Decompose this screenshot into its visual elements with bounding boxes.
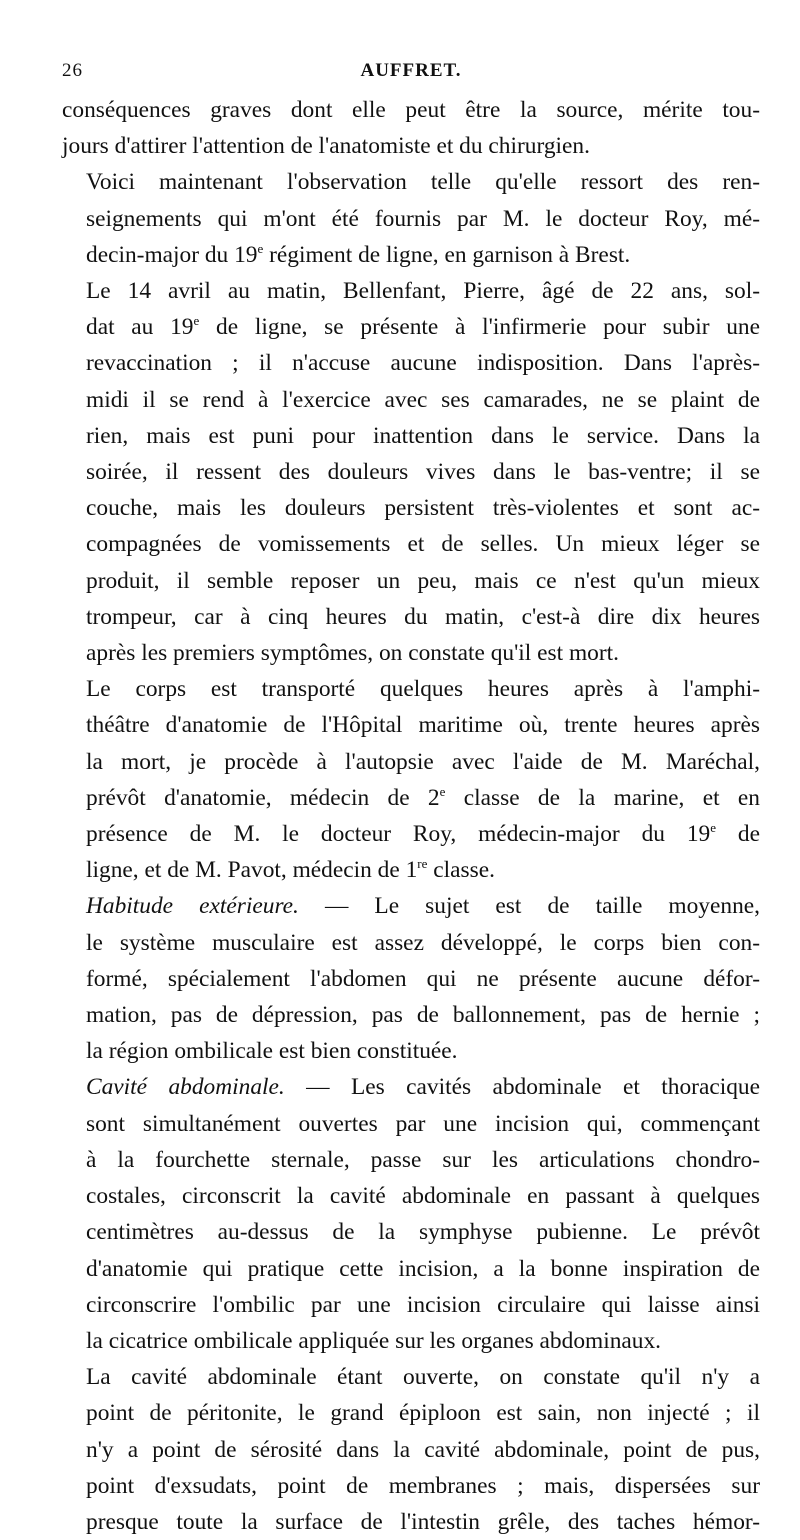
text-line: n'y a point de sérosité dans la cavité abdominale, point de pus,	[86, 1436, 760, 1463]
paragraph	[62, 1069, 760, 1359]
text-line: la région ombilicale est bien constituée.	[86, 1038, 458, 1065]
text-line: presque toute la surface de l'intestin grêle, des taches hémor-	[86, 1508, 760, 1535]
text-line: conséquences graves dont elle peut être la source, mérite tou-	[62, 97, 760, 123]
running-title: AUFFRET.	[360, 60, 462, 81]
text-line: Habitude extérieure. — Le sujet est de taille moyenne,	[86, 893, 761, 920]
text-line: d'anatomie qui pratique cette incision, a la bonne inspiration de	[86, 1255, 760, 1282]
text-line: rien, mais est puni pour inattention dans le service. Dans la	[86, 422, 760, 449]
text-line: circonscrire l'ombilic par une incision circulaire qui laisse ainsi	[86, 1291, 760, 1318]
text-line: le système musculaire est assez développé, le corps bien con-	[86, 929, 760, 956]
text-line: point d'exsudats, point de membranes ; mais, dispersées sur	[86, 1472, 760, 1499]
text-line: costales, circonscrit la cavité abdominale en passant à quelques	[86, 1183, 760, 1210]
text-line: la cicatrice ombilicale appliquée sur les organes abdominaux.	[86, 1327, 662, 1354]
paragraph	[62, 92, 760, 164]
text-line: La cavité abdominale étant ouverte, on constate qu'il n'y a	[86, 1364, 760, 1391]
text-line: soirée, il ressent des douleurs vives dans le bas-ventre; il se	[86, 459, 760, 486]
text-line: la mort, je procède à l'autopsie avec l'aide de M. Maréchal,	[86, 748, 760, 775]
text-line: ligne, et de M. Pavot, médecin de 1re classe.	[86, 856, 495, 884]
text-line: point de péritonite, le grand épiploon est sain, non injecté ; il	[86, 1400, 760, 1427]
text-line: Cavité abdominale. — Les cavités abdominale et thoracique	[86, 1074, 761, 1101]
text-line: Le corps est transporté quelques heures après à l'amphi-	[86, 676, 760, 703]
text-line: présence de M. le docteur Roy, médecin-major du 19e de	[86, 820, 760, 848]
text-line: midi il se rend à l'exercice avec ses camarades, ne se plaint de	[86, 386, 760, 413]
text-line: à la fourchette sternale, passe sur les articulations chondro-	[86, 1146, 760, 1173]
text-line: formé, spécialement l'abdomen qui ne présente aucune défor-	[86, 965, 760, 992]
text-line: centimètres au-dessus de la symphyse pubienne. Le prévôt	[86, 1219, 760, 1246]
paragraph	[62, 671, 760, 888]
paragraph	[62, 1359, 760, 1540]
text-line: mation, pas de dépression, pas de ballonnement, pas de hernie ;	[86, 1002, 760, 1029]
paragraph	[62, 164, 760, 273]
paragraph	[62, 888, 760, 1069]
text-line: compagnées de vomissements et de selles. Un mieux léger se	[86, 531, 760, 558]
text-line: decin-major du 19e régiment de ligne, en garnison à Brest.	[86, 240, 631, 268]
body-text	[62, 92, 760, 1540]
text-line: revaccination ; il n'accuse aucune indisposition. Dans l'après-	[86, 350, 760, 377]
section-heading: Cavité abdominale.	[86, 1074, 285, 1101]
text-line: produit, il semble reposer un peu, mais ce n'est qu'un mieux	[86, 567, 760, 594]
running-head	[62, 52, 760, 92]
text-line: Le 14 avril au matin, Bellenfant, Pierre, âgé de 22 ans, sol-	[86, 278, 760, 305]
text-line: jours d'attirer l'attention de l'anatomiste et du chirurgien.	[62, 133, 590, 160]
text-line: sont simultanément ouvertes par une incision qui, commençant	[86, 1110, 760, 1137]
text-line: couche, mais les douleurs persistent très-violentes et sont ac-	[86, 495, 760, 522]
text-line: dat au 19e de ligne, se présente à l'infirmerie pour subir une	[86, 313, 760, 341]
text-line: théâtre d'anatomie de l'Hôpital maritime où, trente heures après	[86, 712, 760, 739]
text-line: après les premiers symptômes, on constate qu'il est mort.	[86, 640, 619, 667]
text-line: trompeur, car à cinq heures du matin, c'est-à dire dix heures	[86, 603, 760, 630]
text-line: prévôt d'anatomie, médecin de 2e classe de la marine, et en	[86, 783, 760, 811]
section-heading: Habitude extérieure.	[86, 893, 299, 920]
book-page	[62, 52, 760, 1540]
paragraph	[62, 273, 760, 671]
text-line: seignements qui m'ont été fournis par M. le docteur Roy, mé-	[86, 205, 760, 232]
text-line: Voici maintenant l'observation telle qu'elle ressort des ren-	[86, 169, 760, 196]
page-number: 26	[62, 60, 83, 81]
